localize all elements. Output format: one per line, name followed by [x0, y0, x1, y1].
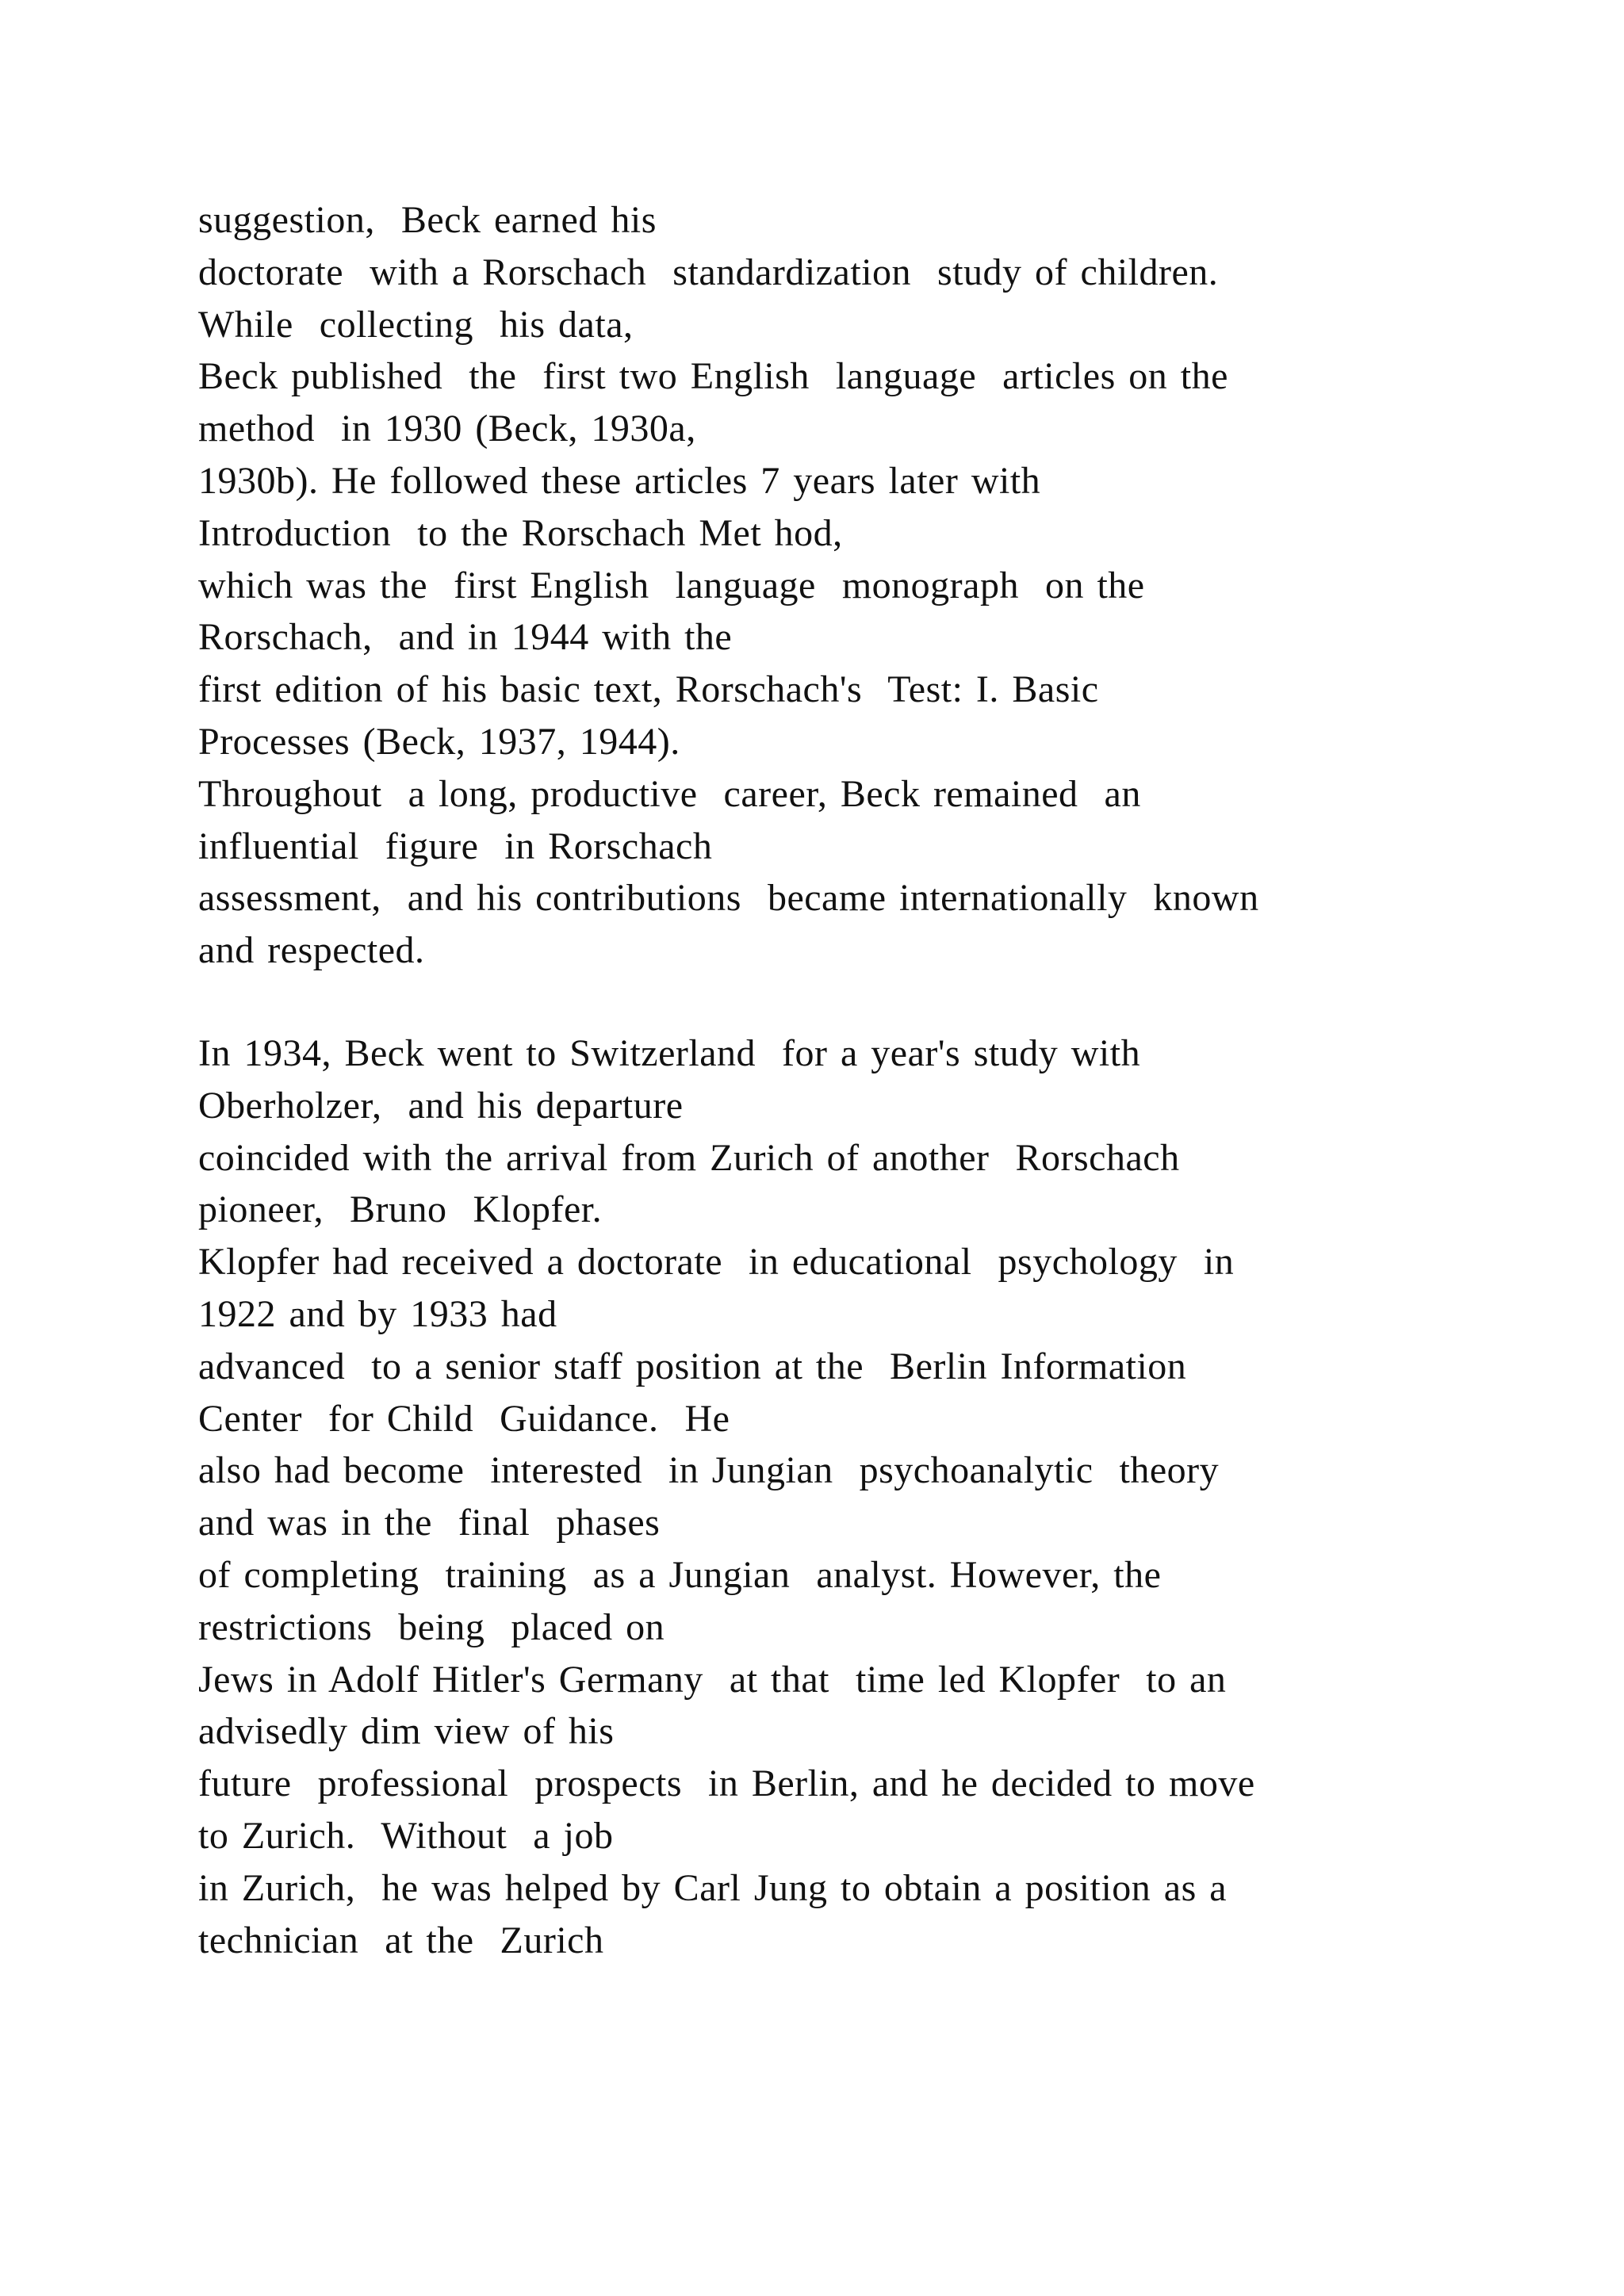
text-line: also had become interested in Jungian psychoanalytic theory — [198, 1449, 1220, 1492]
text-line: restrictions being placed on — [198, 1605, 665, 1648]
text-line: of completing training as a Jungian analyst. However, the — [198, 1553, 1162, 1596]
text-line: Rorschach, and in 1944 with the — [198, 616, 733, 659]
text-line: suggestion, Beck earned his — [198, 199, 657, 241]
text-line: Jews in Adolf Hitler's Germany at that time led Klopfer to an — [198, 1658, 1227, 1701]
text-line: coincided with the arrival from Zurich of another Rorschach — [198, 1136, 1180, 1179]
text-line: Processes (Beck, 1937, 1944). — [198, 720, 680, 763]
text-line: technician at the Zurich — [198, 1919, 604, 1961]
text-line: advisedly dim view of his — [198, 1710, 615, 1753]
text-line: in Zurich, he was helped by Carl Jung to obtain a position as a — [198, 1866, 1228, 1909]
text-line: Introduction to the Rorschach Met hod, — [198, 511, 843, 554]
paragraph-klopfer-arrival — [198, 1027, 1507, 1966]
text-line: While collecting his data, — [198, 303, 634, 346]
text-line: doctorate with a Rorschach standardization study of children. — [198, 251, 1219, 293]
text-line: 1930b). He followed these articles 7 years later with — [198, 459, 1041, 502]
text-line: 1922 and by 1933 had — [198, 1292, 557, 1335]
text-line: advanced to a senior staff position at the Berlin Information — [198, 1345, 1187, 1387]
text-line: assessment, and his contributions became internationally known — [198, 877, 1259, 920]
text-line: and was in the final phases — [198, 1502, 661, 1544]
text-line: Throughout a long, productive career, Beck remained an — [198, 772, 1141, 815]
text-line: Beck published the first two English language articles on the — [198, 355, 1228, 398]
text-line: Klopfer had received a doctorate in educational psychology in — [198, 1241, 1235, 1284]
text-line: future professional prospects in Berlin, and he decided to move — [198, 1762, 1255, 1805]
text-line: influential figure in Rorschach — [198, 825, 713, 867]
paragraph-beck-career — [198, 194, 1507, 977]
text-line: Oberholzer, and his departure — [198, 1084, 684, 1127]
text-line: which was the first English language monograph on the — [198, 564, 1145, 607]
text-line: In 1934, Beck went to Switzerland for a year's study with — [198, 1032, 1141, 1074]
text-line: Center for Child Guidance. He — [198, 1397, 730, 1440]
text-line: to Zurich. Without a job — [198, 1814, 614, 1857]
text-line: first edition of his basic text, Rorschach's Test: I. Basic — [198, 668, 1099, 711]
text-line: method in 1930 (Beck, 1930a, — [198, 408, 696, 450]
text-line: and respected. — [198, 929, 425, 972]
text-line: pioneer, Bruno Klopfer. — [198, 1188, 603, 1231]
